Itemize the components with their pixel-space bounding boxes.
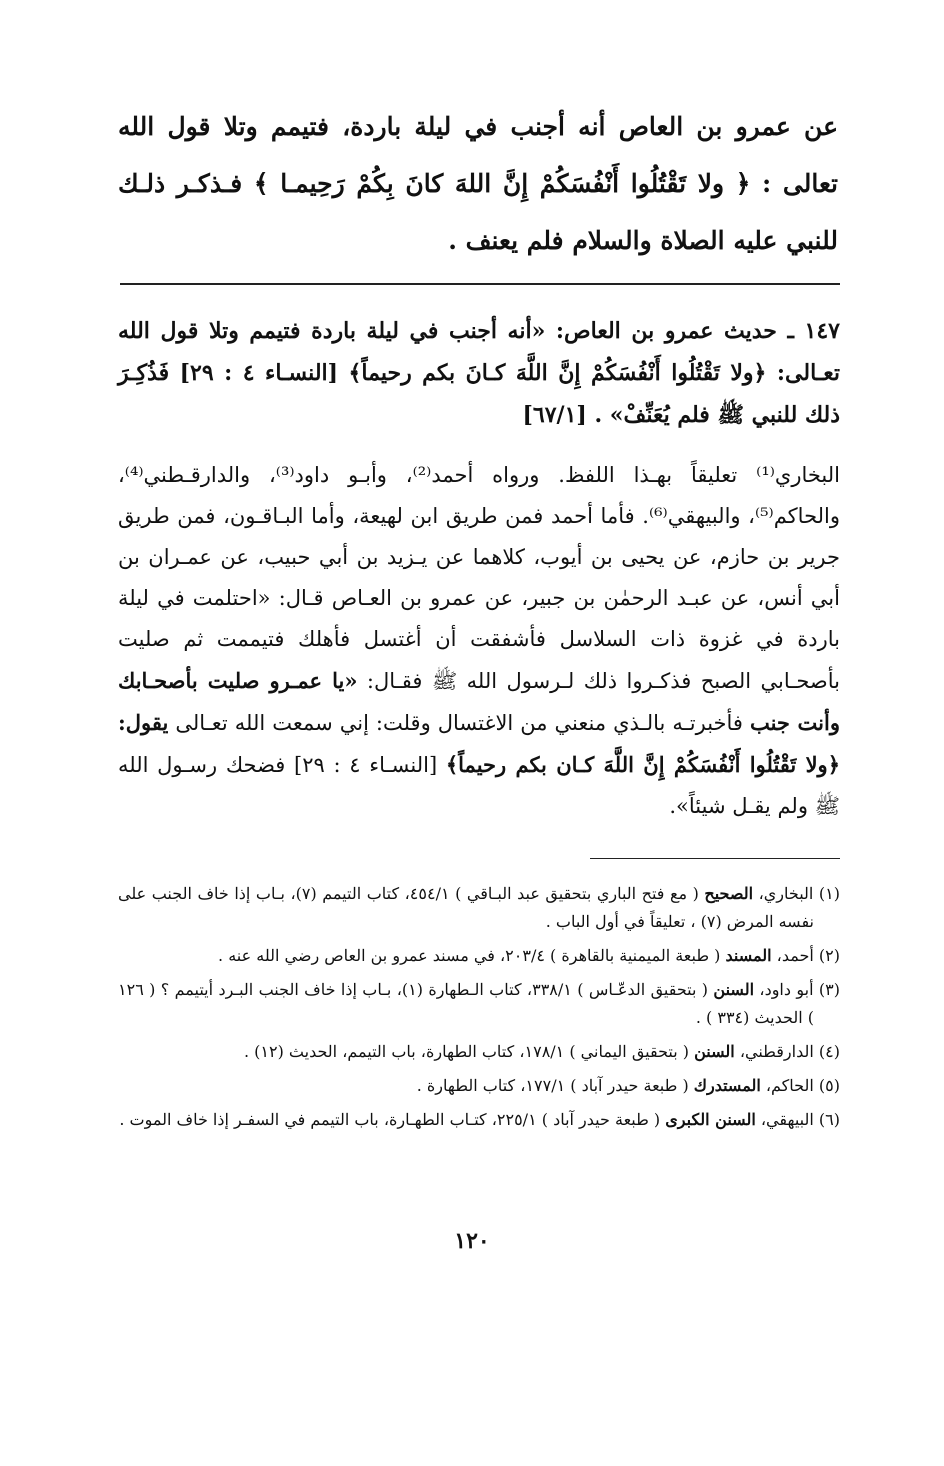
footnotes — [118, 880, 840, 1140]
commentary-lead: البخاري⁽¹⁾ تعليقاً بهـذا اللفظ. ورواه أحمد⁽²⁾، وأبـو داود⁽³⁾، والدارقـطني⁽⁴⁾، والحاكم⁽⁵⁾، والبيهقي⁽⁶⁾. فأما أحمد فمن طريق ابن لهيعة، وأما البـاقـون، فمن طريق جرير بن حازم، عن يحيى بن أيوب، كلاهما عن يـزيد بن أبي حبيب، عن عمـران بن أبي أنس، عن عبـد الرحمٰن بن جبير، عن عمرو بن العـاص قـال: «احتلمت في ليلة باردة في غزوة ذات السلاسل فأشفقت أن أغتسل فأهلك فتيممت ثم صليت بأصحـابي الصبح فذكـروا ذلك لـرسول الله ﷺ فقـال: — [118, 463, 841, 693]
footnote-3: (٣) أبو داود، السنن ( بتحقيق الدعّـاس ) ٣٣٨/١، كتاب الـطهارة (١)، بـاب إذا خاف الجنب البـرد أيتيمم ؟ ( ١٢٦ ) الحديث (٣٣٤ ) . — [118, 980, 840, 1027]
commentary-paragraph — [118, 455, 840, 827]
commentary-middle: فأخبرتـه بالـذي منعني من الاغتسال وقلت: إني سمعت الله تعـالى — [168, 711, 750, 735]
separator-line — [120, 283, 840, 285]
footnote-separator — [590, 858, 840, 859]
matn-text: عن عمرو بن العاص أنه أجنب في ليلة باردة، فتيمم وتلا قول الله تعالى : ﴿ ولا تَقْتُلُوا أَنْفُسَكُمْ إِنَّ اللهَ كانَ بِكُمْ رَحِيمـا ﴾ فـذكـر ذلـك للنبي عليه الصلاة والسلام فلم يعنف . — [118, 112, 838, 255]
footnote-2: (٢) أحمد، المسند ( طبعة الميمنية بالقاهرة ) ٢٠٣/٤، في مسند عمرو بن العاص رضي الله عنه . — [218, 946, 840, 965]
commentary-verse: يقول: ﴿ولا تَقْتُلُوا أَنْفُسَكُمْ إِنَّ اللَّهَ كـان بكم رحيماً﴾ — [118, 710, 840, 777]
footnote-4: (٤) الدارقطني، السنن ( بتحقيق اليماني ) ١٧٨/١، كتاب الطهارة، باب التيمم، الحديث (١٢) . — [243, 1042, 840, 1061]
footnote-1: (١) البخاري، الصحيح ( مع فتح الباري بتحقيق عبد البـاقي ) ٤٥٤/١، كتاب التيمم (٧)، بـاب إذا خاف الجنب على نفسه المرض (٧) ، تعليقاً في أول الباب . — [118, 884, 841, 931]
footnote-5: (٥) الحاكم، المستدرك ( طبعة حيدر آباد ) ١٧٧/١، كتاب الطهارة . — [416, 1076, 840, 1095]
page-number: ١٢٠ — [454, 1228, 490, 1254]
hadith-heading: ١٤٧ ـ حديث عمرو بن العاص: «أنه أجنب في ليلة باردة فتيمم وتلا قول الله تعـالى: ﴿ولا تَقْتُلُوا أَنْفُسَكُمْ إِنَّ اللَّهَ كـانَ بكم رحيماً﴾ [النسـاء ٤ : ٢٩] فَذُكِـرَ ذلك للنبي ﷺ فلم يُعَنِّفْ» . [٦٧/١] — [118, 318, 840, 428]
commentary-tail: [النسـاء ٤ : ٢٩] فضحك رسـول الله ﷺ ولم يقـل شيئاً». — [118, 753, 840, 818]
footnote-6: (٦) البيهقي، السنن الكبرى ( طبعة حيدر آباد ) ٢٢٥/١، كتـاب الطهـارة، باب التيمم في السفـر إذا خاف الموت . — [119, 1110, 840, 1129]
commentary-quote: «يا عمـرو صليت بأصحـابك وأنت جنب — [118, 668, 840, 735]
